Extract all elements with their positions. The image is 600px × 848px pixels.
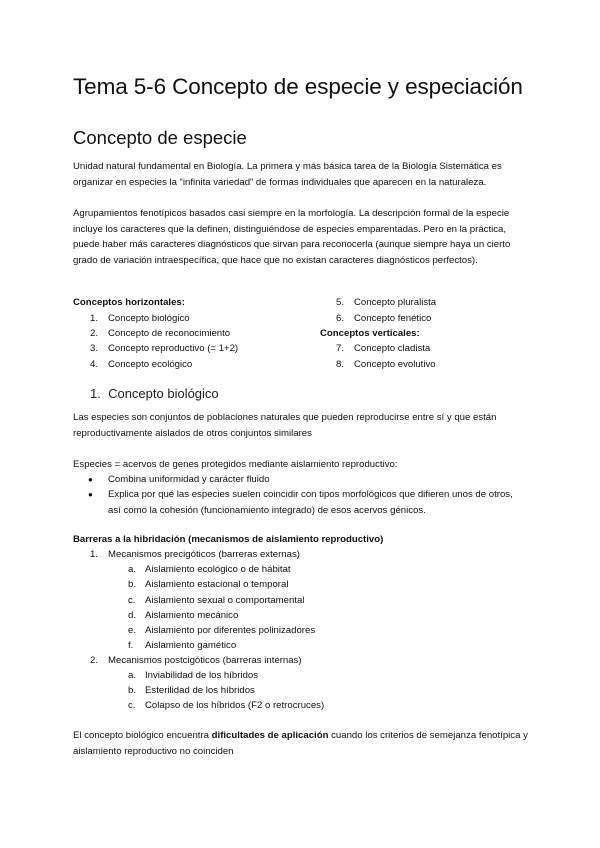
closing-text: El concepto biológico encuentra — [73, 730, 212, 741]
mechanism-item-text: Aislamiento por diferentes polinizadores — [145, 625, 316, 636]
concept-item-text: Concepto evolutivo — [354, 359, 436, 370]
intro-paragraph-2: Agrupamientos fenotípicos basados casi siempre en la morfología. La descripción formal de la especie incluye los caracteres que la definen, distinguiéndose de especies emparentadas. Pero en la práctica, puede haber más caracteres diagnósticos que sirvan para reconocerla (aunque siempre haya un cierto grado de variación intraespecífica, que hace que no existan caracteres diagnósticos perfectos). — [73, 208, 511, 266]
mechanism-item-letter: a. — [128, 670, 137, 681]
mechanism-item-text: Esterilidad de los híbridos — [145, 685, 255, 696]
page-title: Tema 5-6 Concepto de especie y especiación — [73, 74, 523, 99]
subsection-heading — [90, 386, 219, 401]
concept-item-num: 4. — [90, 359, 99, 370]
mechanism-item-text: Aislamiento ecológico o de hábitat — [145, 564, 291, 575]
subsection-number: 1. — [90, 386, 101, 401]
subsection-title: Concepto biológico — [108, 386, 219, 401]
section-heading: Concepto de especie — [73, 127, 247, 148]
concept-item-text: Concepto biológico — [108, 313, 190, 324]
bullet-item: ● Explica por qué las especies suelen coincidir con tipos morfológicos que difieren unos de otros, así como la cohesión (funcionamiento integrado) de esos acervos génicos. — [108, 487, 523, 518]
mechanism-num: 2. — [90, 655, 99, 666]
mechanism-label: Mecanismos precigóticos (barreras externas) — [108, 549, 300, 560]
mechanism-item-letter: a. — [128, 564, 137, 575]
mechanism-item-letter: b. — [128, 579, 137, 590]
concept-item-num: 5. — [336, 297, 345, 308]
bullet-item: ● Combina uniformidad y carácter fluido — [108, 472, 270, 488]
mechanism-num: 1. — [90, 549, 99, 560]
biological-definition: Las especies son conjuntos de poblaciones naturales que pueden reproducirse entre sí y que están reproductivamente aislados de otros conjuntos similares — [73, 412, 497, 439]
mechanism-item-letter: c. — [128, 700, 136, 711]
concept-item-text: Concepto fenético — [354, 313, 432, 324]
mechanism-item-letter: e. — [128, 625, 137, 636]
mechanism-item-text: Aislamiento sexual o comportamental — [145, 595, 305, 606]
concept-item-text: Concepto de reconocimiento — [108, 328, 231, 339]
concept-item-num: 3. — [90, 343, 99, 354]
mechanism-item-letter: b. — [128, 685, 137, 696]
mechanism-item-text: Inviabilidad de los híbridos — [145, 670, 259, 681]
closing-text: cuando los criterios de semejanza fenotípica y aislamiento reproductivo no coinciden — [73, 730, 528, 757]
mechanism-item-text: Aislamiento estacional o temporal — [145, 579, 289, 590]
mechanism-item-letter: d. — [128, 610, 137, 621]
concept-item-text: Concepto cladista — [354, 343, 431, 354]
concept-item-num: 2. — [90, 328, 99, 339]
closing-emphasis: dificultades de aplicación — [211, 730, 329, 741]
mechanism-item-letter: c. — [128, 595, 136, 606]
concept-item-num: 1. — [90, 313, 99, 324]
concept-item-num: 8. — [336, 359, 345, 370]
concept-item-num: 7. — [336, 343, 345, 354]
concept-item-num: 6. — [336, 313, 345, 324]
mechanism-label: Mecanismos postcigóticos (barreras internas) — [108, 655, 302, 666]
concept-item-text: Concepto ecológico — [108, 359, 193, 370]
gene-pool-intro: Especies = acervos de genes protegidos mediante aislamiento reproductivo: — [73, 459, 398, 470]
mechanism-item-text: Aislamiento gamético — [145, 640, 237, 651]
closing-paragraph — [73, 728, 531, 759]
mechanism-item-text: Colapso de los híbridos (F2 o retrocruces) — [145, 700, 325, 711]
mechanism-item-text: Aislamiento mecánico — [145, 610, 239, 621]
horizontal-concepts-label: Conceptos horizontales: — [73, 297, 185, 308]
intro-paragraph-1: Unidad natural fundamental en Biología. La primera y más básica tarea de la Biología Sistemática es organizar en especies la “infinita variedad” de formas individuales que aparecen en la naturaleza. — [73, 161, 502, 188]
concept-item-text: Concepto reproductivo (= 1+2) — [108, 343, 239, 354]
vertical-concepts-label: Conceptos verticales: — [320, 328, 420, 339]
barriers-heading: Barreras a la hibridación (mecanismos de aislamiento reproductivo) — [73, 534, 384, 545]
concept-item-text: Concepto pluralista — [354, 297, 437, 308]
mechanism-item-letter: f. — [128, 640, 134, 651]
